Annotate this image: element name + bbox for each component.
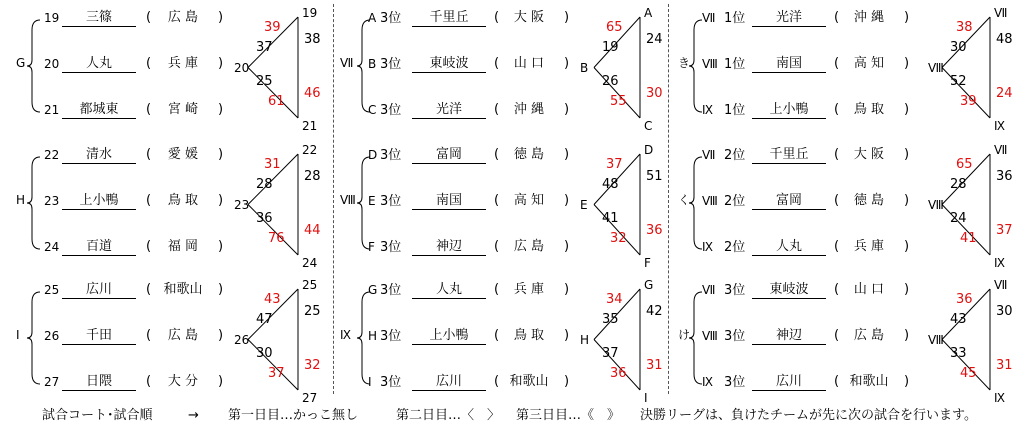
score-top-right: 48 bbox=[996, 32, 1013, 47]
match-slot-number: 26 bbox=[44, 329, 60, 343]
prefecture-name: 高 知 bbox=[853, 56, 885, 71]
vertex-label-top: Ⅶ bbox=[994, 6, 1008, 20]
paren-open: ( bbox=[494, 193, 500, 208]
group-label: Ⅸ bbox=[340, 328, 352, 342]
score-top-right: 36 bbox=[996, 169, 1013, 184]
score-top-right: 24 bbox=[646, 32, 663, 47]
group-label: け bbox=[678, 328, 691, 342]
paren-open: ( bbox=[494, 374, 500, 389]
team-name-underline bbox=[752, 255, 826, 256]
prefecture-name: 山 口 bbox=[513, 56, 545, 71]
prefecture-name: 沖 縄 bbox=[513, 102, 545, 117]
paren-close: ) bbox=[218, 193, 224, 208]
score-bottom-left-b: 36 bbox=[610, 366, 627, 381]
team-name-underline bbox=[62, 344, 136, 345]
footer-arrow: → bbox=[188, 408, 199, 423]
vertex-label-left: 20 bbox=[234, 60, 250, 75]
score-bottom-left-a: 25 bbox=[256, 74, 273, 89]
team-name: 広川 bbox=[435, 374, 462, 389]
score-top-left-a: 37 bbox=[606, 157, 623, 172]
team-name-underline bbox=[412, 26, 486, 27]
score-top-left-a: 36 bbox=[956, 292, 973, 307]
vertex-label-top: D bbox=[644, 143, 654, 157]
match-slot-number: Ⅷ bbox=[702, 329, 718, 343]
group-rank: 3位 bbox=[724, 375, 746, 390]
prefecture-name: 和歌山 bbox=[163, 282, 203, 297]
footer-note: 決勝リーグは、負けたチームが先に次の試合を行います。 bbox=[640, 408, 977, 423]
paren-open: ( bbox=[146, 10, 152, 25]
paren-open: ( bbox=[146, 328, 152, 343]
team-name: 千田 bbox=[85, 328, 112, 343]
prefecture-name: 大 阪 bbox=[853, 147, 885, 162]
score-top-right: 51 bbox=[646, 169, 663, 184]
group-rank: 2位 bbox=[724, 148, 746, 163]
prefecture-name: 鳥 取 bbox=[167, 193, 199, 208]
paren-close: ) bbox=[218, 328, 224, 343]
team-name-underline bbox=[752, 26, 826, 27]
paren-open: ( bbox=[834, 193, 840, 208]
paren-close: ) bbox=[218, 56, 224, 71]
score-bottom-left-b: 39 bbox=[960, 94, 977, 109]
score-bottom-left-a: 36 bbox=[256, 211, 273, 226]
paren-close: ) bbox=[564, 374, 570, 389]
team-name: 南国 bbox=[435, 193, 462, 208]
paren-close: ) bbox=[904, 239, 910, 254]
score-bottom-right: 37 bbox=[996, 223, 1013, 238]
score-bottom-right: 31 bbox=[996, 358, 1013, 373]
team-name-underline bbox=[412, 72, 486, 73]
vertex-label-bottom: C bbox=[644, 119, 653, 133]
team-name: 人丸 bbox=[85, 56, 112, 71]
score-top-left-b: 19 bbox=[602, 40, 619, 55]
match-slot-number: 27 bbox=[44, 375, 60, 389]
score-bottom-left-a: 30 bbox=[256, 346, 273, 361]
paren-close: ) bbox=[904, 282, 910, 297]
score-bottom-right: 44 bbox=[304, 223, 321, 238]
score-bottom-left-b: 76 bbox=[268, 231, 285, 246]
vertex-label-left: H bbox=[580, 332, 590, 347]
vertex-label-bottom: 24 bbox=[302, 256, 318, 270]
score-bottom-right: 30 bbox=[646, 86, 663, 101]
group-rank: 3位 bbox=[380, 329, 402, 344]
prefecture-name: 徳 島 bbox=[853, 193, 885, 208]
team-name-underline bbox=[62, 390, 136, 391]
score-top-left-a: 34 bbox=[606, 292, 623, 307]
group-brace bbox=[689, 292, 702, 384]
match-slot-number: Ⅸ bbox=[702, 375, 714, 389]
team-name: 人丸 bbox=[775, 239, 802, 254]
team-name-underline bbox=[62, 298, 136, 299]
match-slot-number: Ⅷ bbox=[702, 194, 718, 208]
score-bottom-left-a: 33 bbox=[950, 346, 967, 361]
group-rank: 1位 bbox=[724, 103, 746, 118]
group-rank: 3位 bbox=[724, 329, 746, 344]
team-name-underline bbox=[62, 26, 136, 27]
vertex-label-left: Ⅷ bbox=[928, 197, 944, 212]
paren-open: ( bbox=[834, 374, 840, 389]
team-name-underline bbox=[412, 298, 486, 299]
team-name-underline bbox=[412, 163, 486, 164]
match-slot-number: D bbox=[368, 148, 378, 162]
paren-open: ( bbox=[834, 239, 840, 254]
paren-open: ( bbox=[494, 239, 500, 254]
paren-open: ( bbox=[146, 239, 152, 254]
paren-open: ( bbox=[834, 328, 840, 343]
score-top-left-a: 65 bbox=[606, 20, 623, 35]
match-slot-number: A bbox=[368, 11, 377, 25]
group-rank: 3位 bbox=[380, 11, 402, 26]
score-bottom-left-a: 37 bbox=[602, 346, 619, 361]
paren-open: ( bbox=[834, 282, 840, 297]
group-rank: 3位 bbox=[380, 240, 402, 255]
paren-close: ) bbox=[564, 147, 570, 162]
team-name: 百道 bbox=[85, 239, 112, 254]
prefecture-name: 山 口 bbox=[853, 282, 885, 297]
vertex-label-bottom: I bbox=[644, 391, 648, 405]
group-label: Ⅶ bbox=[340, 56, 354, 70]
paren-open: ( bbox=[146, 193, 152, 208]
paren-close: ) bbox=[564, 282, 570, 297]
team-name: 都城東 bbox=[79, 102, 119, 117]
paren-close: ) bbox=[218, 282, 224, 297]
prefecture-name: 兵 庫 bbox=[513, 282, 545, 297]
paren-open: ( bbox=[494, 282, 500, 297]
team-name: 富岡 bbox=[775, 193, 802, 208]
team-name: 東岐波 bbox=[769, 282, 809, 297]
paren-close: ) bbox=[904, 328, 910, 343]
team-name: 上小鴨 bbox=[79, 193, 119, 208]
paren-open: ( bbox=[834, 102, 840, 117]
match-slot-number: Ⅷ bbox=[702, 57, 718, 71]
team-name-underline bbox=[62, 72, 136, 73]
prefecture-name: 広 島 bbox=[167, 328, 199, 343]
score-top-right: 38 bbox=[304, 32, 321, 47]
paren-close: ) bbox=[904, 10, 910, 25]
group-label: Ⅷ bbox=[340, 193, 356, 207]
prefecture-name: 大 阪 bbox=[513, 10, 545, 25]
paren-close: ) bbox=[564, 102, 570, 117]
group-rank: 3位 bbox=[380, 194, 402, 209]
score-bottom-right: 32 bbox=[304, 358, 321, 373]
team-name-underline bbox=[62, 209, 136, 210]
section-divider bbox=[668, 4, 669, 394]
match-slot-number: Ⅶ bbox=[702, 283, 716, 297]
team-name-underline bbox=[412, 344, 486, 345]
vertex-label-bottom: Ⅸ bbox=[994, 119, 1006, 133]
vertex-label-top: 19 bbox=[302, 6, 318, 20]
group-brace bbox=[27, 20, 40, 112]
paren-open: ( bbox=[146, 374, 152, 389]
team-name-underline bbox=[412, 255, 486, 256]
group-rank: 3位 bbox=[380, 103, 402, 118]
team-name: 日隈 bbox=[85, 374, 112, 389]
vertex-label-bottom: 21 bbox=[302, 119, 318, 133]
vertex-label-bottom: Ⅸ bbox=[994, 256, 1006, 270]
score-top-left-a: 65 bbox=[956, 157, 973, 172]
footer-day2: 第二日目…〈 〉 bbox=[396, 408, 501, 423]
team-name: 東岐波 bbox=[429, 56, 469, 71]
vertex-label-left: E bbox=[580, 197, 588, 212]
match-slot-number: 20 bbox=[44, 57, 60, 71]
group-brace bbox=[689, 157, 702, 249]
score-top-left-b: 47 bbox=[256, 312, 273, 327]
score-bottom-left-b: 32 bbox=[610, 231, 627, 246]
paren-close: ) bbox=[564, 10, 570, 25]
score-top-right: 28 bbox=[304, 169, 321, 184]
prefecture-name: 広 島 bbox=[167, 10, 199, 25]
match-slot-number: 23 bbox=[44, 194, 60, 208]
prefecture-name: 宮 崎 bbox=[167, 102, 199, 117]
paren-close: ) bbox=[564, 328, 570, 343]
score-bottom-left-a: 41 bbox=[602, 211, 619, 226]
prefecture-name: 高 知 bbox=[513, 193, 545, 208]
score-bottom-left-b: 61 bbox=[268, 94, 285, 109]
paren-close: ) bbox=[904, 56, 910, 71]
team-name: 千里丘 bbox=[769, 147, 809, 162]
score-bottom-right: 46 bbox=[304, 86, 321, 101]
prefecture-name: 愛 媛 bbox=[167, 147, 199, 162]
score-bottom-left-b: 55 bbox=[610, 94, 627, 109]
paren-open: ( bbox=[494, 56, 500, 71]
match-slot-number: H bbox=[368, 329, 378, 343]
vertex-label-left: 23 bbox=[234, 197, 250, 212]
team-name: 上小鴨 bbox=[769, 102, 809, 117]
match-slot-number: C bbox=[368, 103, 377, 117]
score-bottom-left-b: 37 bbox=[268, 366, 285, 381]
team-name-underline bbox=[412, 118, 486, 119]
paren-open: ( bbox=[494, 328, 500, 343]
team-name-underline bbox=[752, 163, 826, 164]
group-label: H bbox=[16, 193, 26, 207]
group-rank: 3位 bbox=[380, 375, 402, 390]
paren-open: ( bbox=[834, 10, 840, 25]
team-name-underline bbox=[62, 163, 136, 164]
vertex-label-top: G bbox=[644, 278, 654, 292]
group-rank: 2位 bbox=[724, 194, 746, 209]
paren-close: ) bbox=[904, 102, 910, 117]
prefecture-name: 兵 庫 bbox=[853, 239, 885, 254]
prefecture-name: 鳥 取 bbox=[853, 102, 885, 117]
score-bottom-right: 36 bbox=[646, 223, 663, 238]
score-top-left-b: 43 bbox=[950, 312, 967, 327]
match-slot-number: I bbox=[368, 375, 372, 389]
group-brace bbox=[689, 20, 702, 112]
match-slot-number: Ⅶ bbox=[702, 11, 716, 25]
score-top-left-b: 35 bbox=[602, 312, 619, 327]
match-slot-number: G bbox=[368, 283, 378, 297]
group-label: G bbox=[16, 56, 26, 70]
paren-close: ) bbox=[564, 193, 570, 208]
vertex-label-bottom: Ⅸ bbox=[994, 391, 1006, 405]
match-slot-number: Ⅸ bbox=[702, 103, 714, 117]
team-name: 神辺 bbox=[435, 239, 462, 254]
group-rank: 3位 bbox=[380, 283, 402, 298]
paren-open: ( bbox=[146, 147, 152, 162]
group-rank: 3位 bbox=[380, 148, 402, 163]
paren-close: ) bbox=[904, 147, 910, 162]
match-slot-number: 21 bbox=[44, 103, 60, 117]
section-divider bbox=[333, 4, 334, 394]
team-name: 光洋 bbox=[435, 102, 462, 117]
paren-close: ) bbox=[564, 56, 570, 71]
prefecture-name: 広 島 bbox=[853, 328, 885, 343]
team-name: 上小鴨 bbox=[429, 328, 469, 343]
paren-close: ) bbox=[564, 239, 570, 254]
vertex-label-top: A bbox=[644, 6, 653, 20]
paren-close: ) bbox=[904, 193, 910, 208]
team-name: 神辺 bbox=[775, 328, 802, 343]
team-name-underline bbox=[752, 72, 826, 73]
prefecture-name: 徳 島 bbox=[513, 147, 545, 162]
vertex-label-top: 25 bbox=[302, 278, 318, 292]
paren-open: ( bbox=[494, 147, 500, 162]
group-rank: 2位 bbox=[724, 240, 746, 255]
footer-court-order: 試合コート･試合順 bbox=[42, 408, 153, 423]
match-slot-number: 22 bbox=[44, 148, 60, 162]
vertex-label-top: Ⅶ bbox=[994, 278, 1008, 292]
score-top-left-a: 31 bbox=[264, 157, 281, 172]
match-slot-number: Ⅸ bbox=[702, 240, 714, 254]
group-rank: 3位 bbox=[724, 283, 746, 298]
score-bottom-left-a: 26 bbox=[602, 74, 619, 89]
score-top-right: 42 bbox=[646, 304, 663, 319]
group-label: き bbox=[678, 56, 691, 70]
vertex-label-top: Ⅶ bbox=[994, 143, 1008, 157]
paren-open: ( bbox=[494, 102, 500, 117]
team-name: 富岡 bbox=[435, 147, 462, 162]
score-top-left-b: 48 bbox=[602, 177, 619, 192]
vertex-label-bottom: F bbox=[644, 256, 651, 270]
paren-open: ( bbox=[146, 102, 152, 117]
match-slot-number: 25 bbox=[44, 283, 60, 297]
team-name-underline bbox=[412, 390, 486, 391]
paren-open: ( bbox=[834, 147, 840, 162]
paren-open: ( bbox=[834, 56, 840, 71]
prefecture-name: 広 島 bbox=[513, 239, 545, 254]
paren-close: ) bbox=[218, 239, 224, 254]
team-name-underline bbox=[752, 118, 826, 119]
prefecture-name: 和歌山 bbox=[509, 374, 549, 389]
team-name-underline bbox=[62, 255, 136, 256]
match-slot-number: Ⅶ bbox=[702, 148, 716, 162]
team-name: 広川 bbox=[775, 374, 802, 389]
team-name: 清水 bbox=[85, 147, 112, 162]
group-rank: 1位 bbox=[724, 57, 746, 72]
paren-open: ( bbox=[494, 10, 500, 25]
score-top-left-a: 39 bbox=[264, 20, 281, 35]
vertex-label-left: 26 bbox=[234, 332, 250, 347]
vertex-label-bottom: 27 bbox=[302, 391, 318, 405]
team-name: 南国 bbox=[775, 56, 802, 71]
group-brace bbox=[27, 292, 40, 384]
prefecture-name: 鳥 取 bbox=[513, 328, 545, 343]
paren-close: ) bbox=[904, 374, 910, 389]
team-name: 人丸 bbox=[435, 282, 462, 297]
team-name: 広川 bbox=[85, 282, 112, 297]
score-top-left-b: 30 bbox=[950, 40, 967, 55]
score-top-left-b: 28 bbox=[950, 177, 967, 192]
score-bottom-left-a: 24 bbox=[950, 211, 967, 226]
match-slot-number: 19 bbox=[44, 11, 60, 25]
paren-close: ) bbox=[218, 102, 224, 117]
team-name-underline bbox=[752, 209, 826, 210]
team-name-underline bbox=[752, 390, 826, 391]
match-slot-number: F bbox=[368, 240, 375, 254]
team-name: 三篠 bbox=[85, 10, 112, 25]
score-top-left-a: 43 bbox=[264, 292, 281, 307]
vertex-label-left: Ⅷ bbox=[928, 332, 944, 347]
score-bottom-left-a: 52 bbox=[950, 74, 967, 89]
team-name-underline bbox=[62, 118, 136, 119]
team-name-underline bbox=[752, 344, 826, 345]
group-label: I bbox=[16, 328, 20, 342]
team-name-underline bbox=[412, 209, 486, 210]
score-bottom-right: 31 bbox=[646, 358, 663, 373]
prefecture-name: 沖 縄 bbox=[853, 10, 885, 25]
paren-open: ( bbox=[146, 282, 152, 297]
score-bottom-left-b: 45 bbox=[960, 366, 977, 381]
prefecture-name: 大 分 bbox=[167, 374, 199, 389]
team-name: 千里丘 bbox=[429, 10, 469, 25]
team-name-underline bbox=[752, 298, 826, 299]
group-rank: 3位 bbox=[380, 57, 402, 72]
group-brace bbox=[27, 157, 40, 249]
footer-day3: 第三日目…《 》 bbox=[516, 408, 621, 423]
paren-close: ) bbox=[218, 10, 224, 25]
score-bottom-left-b: 41 bbox=[960, 231, 977, 246]
score-top-right: 30 bbox=[996, 304, 1013, 319]
score-top-left-a: 38 bbox=[956, 20, 973, 35]
footer-day1: 第一日目…かっこ無し bbox=[228, 408, 359, 423]
prefecture-name: 福 岡 bbox=[167, 239, 199, 254]
score-bottom-right: 24 bbox=[996, 86, 1013, 101]
paren-close: ) bbox=[218, 374, 224, 389]
score-top-left-b: 28 bbox=[256, 177, 273, 192]
match-slot-number: B bbox=[368, 57, 377, 71]
match-slot-number: E bbox=[368, 194, 376, 208]
team-name: 光洋 bbox=[775, 10, 802, 25]
prefecture-name: 兵 庫 bbox=[167, 56, 199, 71]
match-slot-number: 24 bbox=[44, 240, 60, 254]
vertex-label-top: 22 bbox=[302, 143, 318, 157]
paren-open: ( bbox=[146, 56, 152, 71]
vertex-label-left: B bbox=[580, 60, 589, 75]
score-top-left-b: 37 bbox=[256, 40, 273, 55]
paren-close: ) bbox=[218, 147, 224, 162]
vertex-label-left: Ⅷ bbox=[928, 60, 944, 75]
group-rank: 1位 bbox=[724, 11, 746, 26]
score-top-right: 25 bbox=[304, 304, 321, 319]
prefecture-name: 和歌山 bbox=[849, 374, 889, 389]
group-label: く bbox=[678, 193, 691, 207]
